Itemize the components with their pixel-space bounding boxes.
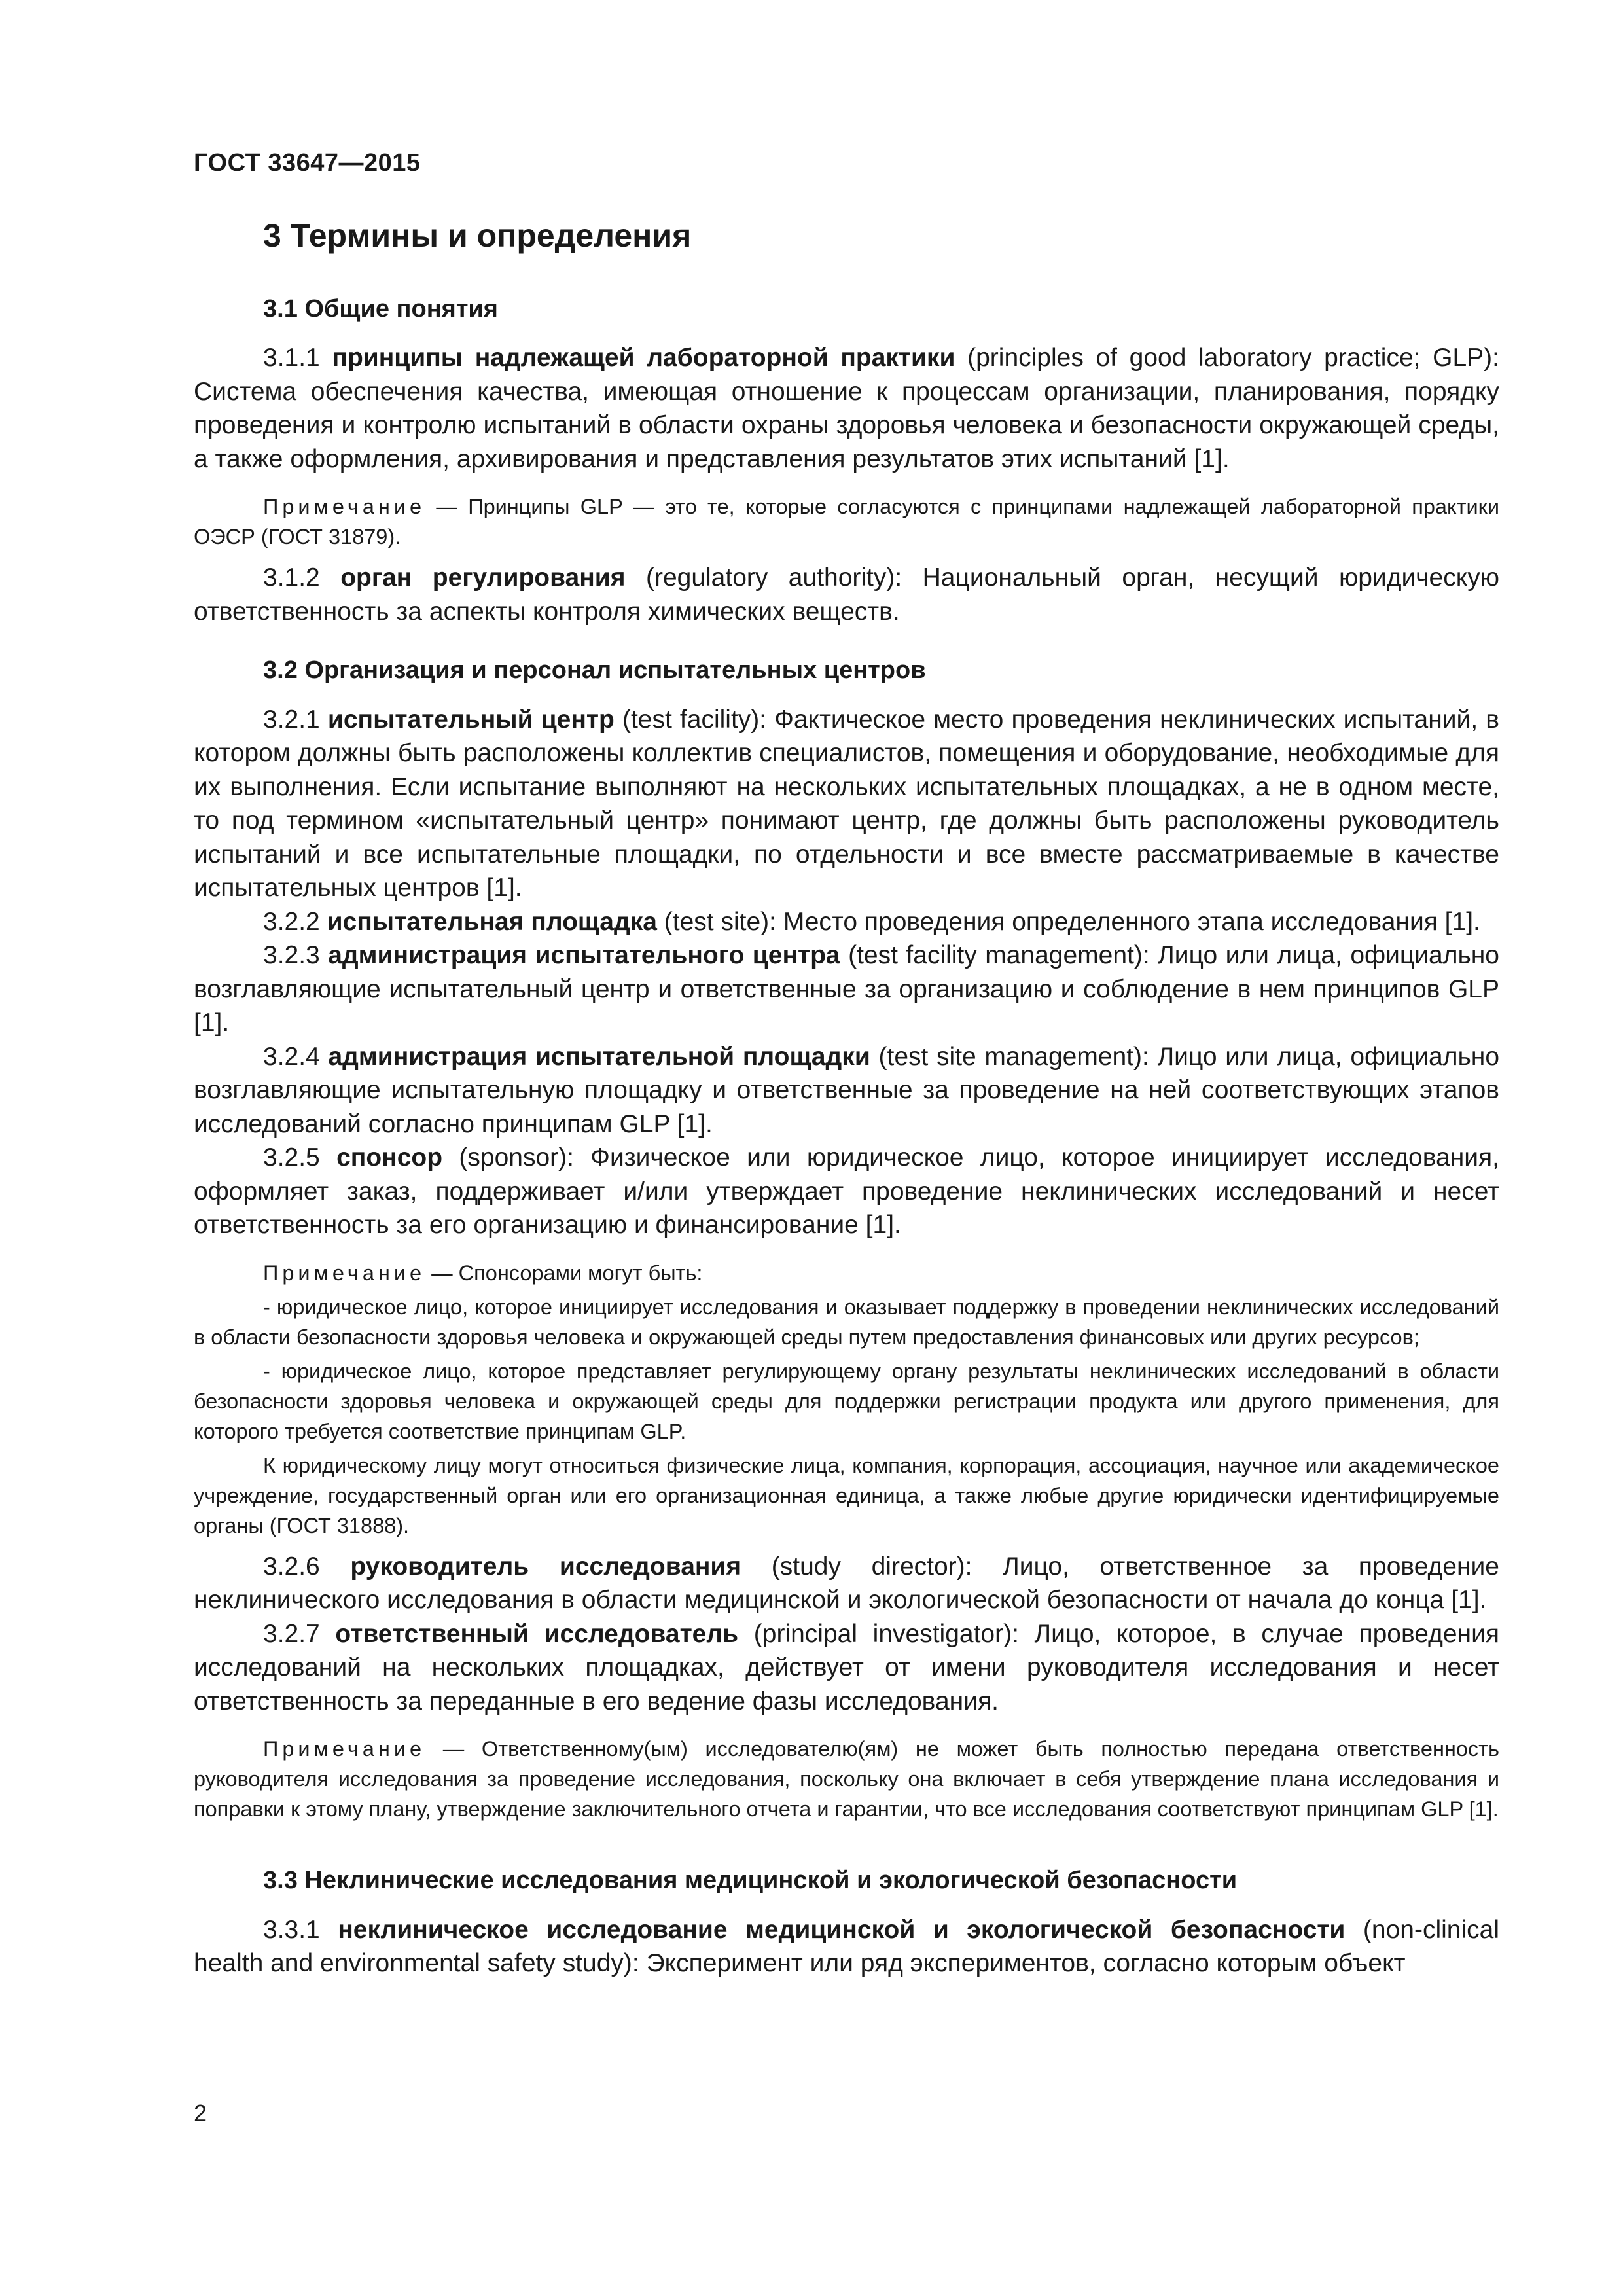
- term-number: 3.1.2: [263, 564, 341, 592]
- page-number: 2: [194, 2100, 207, 2126]
- term-name: испытательная площадка: [327, 907, 657, 936]
- term-3-2-6: [194, 1550, 1499, 1617]
- document-body: [194, 216, 1499, 1981]
- term-3-2-4: [194, 1040, 1499, 1141]
- term-number: 3.2.4: [263, 1042, 329, 1071]
- note-2: [194, 1258, 1499, 1541]
- term-name: спонсор: [336, 1143, 443, 1172]
- note-label: Примечание: [263, 1737, 426, 1761]
- term-definition: (regulatory authority): Национальный орган, несущий юридическую ответственность за аспекты контроля химических веществ.: [194, 564, 1499, 626]
- term-name: администрация испытательной площадки: [328, 1042, 870, 1071]
- term-3-3-1: [194, 1913, 1499, 1981]
- term-3-2-5: [194, 1141, 1499, 1242]
- term-number: 3.2.6: [263, 1552, 351, 1581]
- term-name: принципы надлежащей лабораторной практики: [332, 344, 955, 372]
- term-3-2-1: [194, 703, 1499, 905]
- term-number: 3.2.7: [263, 1619, 336, 1648]
- term-definition: (test site management): Лицо или лица, официально возглавляющие испытательную площадку и ответственные за проведение на ней соответствующих этапов исследований согласно принципам GLP [1].: [194, 1042, 1500, 1138]
- term-name: ответственный исследователь: [335, 1619, 739, 1648]
- subsection-title-3-1: 3.1 Общие понятия: [263, 295, 498, 323]
- term-name: администрация испытательного центра: [328, 941, 840, 970]
- term-definition: (non-clinical health and environmental safety study): Эксперимент или ряд экспериментов, согласно которым объект: [194, 1915, 1499, 1978]
- term-name: неклиническое исследование медицинской и экологической безопасности: [338, 1915, 1346, 1944]
- term-definition: (principal investigator): Лицо, которое, в случае проведения исследований на нескольких площадках, действует от имени руководителя исследования и несет ответственность за переданные в его ведение фазы исследования.: [194, 1619, 1499, 1715]
- term-number: 3.2.3: [263, 941, 329, 970]
- term-definition: (test facility management): Лицо или лица, официально возглавляющие испытательный центр и ответственные за организацию и соблюдение в нем принципов GLP [1].: [194, 941, 1499, 1037]
- term-3-2-2: [194, 905, 1499, 939]
- term-name: орган регулирования: [340, 564, 626, 592]
- note-label: Примечание: [263, 495, 426, 519]
- term-number: 3.1.1: [263, 344, 332, 372]
- term-definition: (study director): Лицо, ответственное за проведение неклинического исследования в области медицинской и экологической безопасности от начала до конца [1].: [194, 1552, 1499, 1615]
- note-intro: — Спонсорами могут быть:: [425, 1261, 703, 1285]
- term-3-1-1: [194, 341, 1499, 476]
- term-3-2-7: [194, 1617, 1499, 1719]
- note-extra: К юридическому лицу могут относиться физические лица, компания, корпорация, ассоциация, научное или академическое учреждение, государственный орган или его организационная единица, а также любые другие юридически идентифицируемые органы (ГОСТ 31888).: [194, 1453, 1499, 1537]
- subsection-title-3-2: 3.2 Организация и персонал испытательных центров: [263, 656, 926, 685]
- section-title: 3 Термины и определения: [263, 217, 692, 254]
- term-definition: (principles of good laboratory practice; GLP): Система обеспечения качества, имеющая отношение к процессам организации, планирования, порядку проведения и контролю испытаний в области охраны здоровья человека и безопасности окружающей среды, а также оформления, архивирования и представления результатов этих испытаний [1].: [194, 344, 1499, 473]
- document-header-code: ГОСТ 33647—2015: [194, 149, 421, 177]
- note-label: Примечание: [263, 1261, 426, 1285]
- note-text: — Ответственному(ым) исследователю(ям) не может быть полностью передана ответственность руководителя исследования за проведение исследования, поскольку она включает в себя утверждение плана исследования и поправки к этому плану, утверждение заключительного отчета и гарантии, что все исследования соответствуют принципам GLP [1].: [194, 1737, 1499, 1821]
- term-number: 3.2.1: [263, 705, 328, 734]
- note-text: — Принципы GLP — это те, которые согласуются с принципами надлежащей лабораторной практики ОЭСР (ГОСТ 31879).: [194, 495, 1499, 549]
- note-3: [194, 1734, 1499, 1824]
- term-number: 3.2.5: [263, 1143, 337, 1172]
- term-name: руководитель исследования: [350, 1552, 741, 1581]
- term-definition: (sponsor): Физическое или юридическое лицо, которое инициирует исследования, оформляет заказ, поддерживает и/или утверждает проведение неклинических исследований и несет ответственность за его организацию и финансирование [1].: [194, 1143, 1499, 1240]
- subsection-title-3-3: 3.3 Неклинические исследования медицинской и экологической безопасности: [263, 1867, 1238, 1895]
- note-1: [194, 492, 1499, 552]
- term-3-1-2: [194, 561, 1499, 628]
- term-3-2-3: [194, 939, 1499, 1040]
- term-number: 3.3.1: [263, 1915, 338, 1944]
- note-list-item: - юридическое лицо, которое представляет регулирующему органу результаты неклинических исследований в области безопасности здоровья человека и окружающей среды для поддержки регистрации продукта или другого применения, для которого требуется соответствие принципам GLP.: [194, 1359, 1499, 1443]
- term-definition: (test facility): Фактическое место проведения неклинических испытаний, в котором должны быть расположены коллектив специалистов, помещения и оборудование, необходимые для их выполнения. Если испытание выполняют на нескольких испытательных площадках, а не в одном месте, то под термином «испытательный центр» понимают центр, где должны быть расположены руководитель испытаний и все испытательные площадки, по отдельности и все вместе рассматриваемые в качестве испытательных центров [1].: [194, 705, 1499, 903]
- term-name: испытательный центр: [327, 705, 615, 734]
- note-list-item: - юридическое лицо, которое инициирует исследования и оказывает поддержку в проведении неклинических исследований в области безопасности здоровья человека и окружающей среды путем предоставления финансовых или других ресурсов;: [194, 1295, 1499, 1349]
- term-number: 3.2.2: [263, 907, 327, 936]
- term-definition: (test site): Место проведения определенного этапа исследования [1].: [656, 907, 1480, 936]
